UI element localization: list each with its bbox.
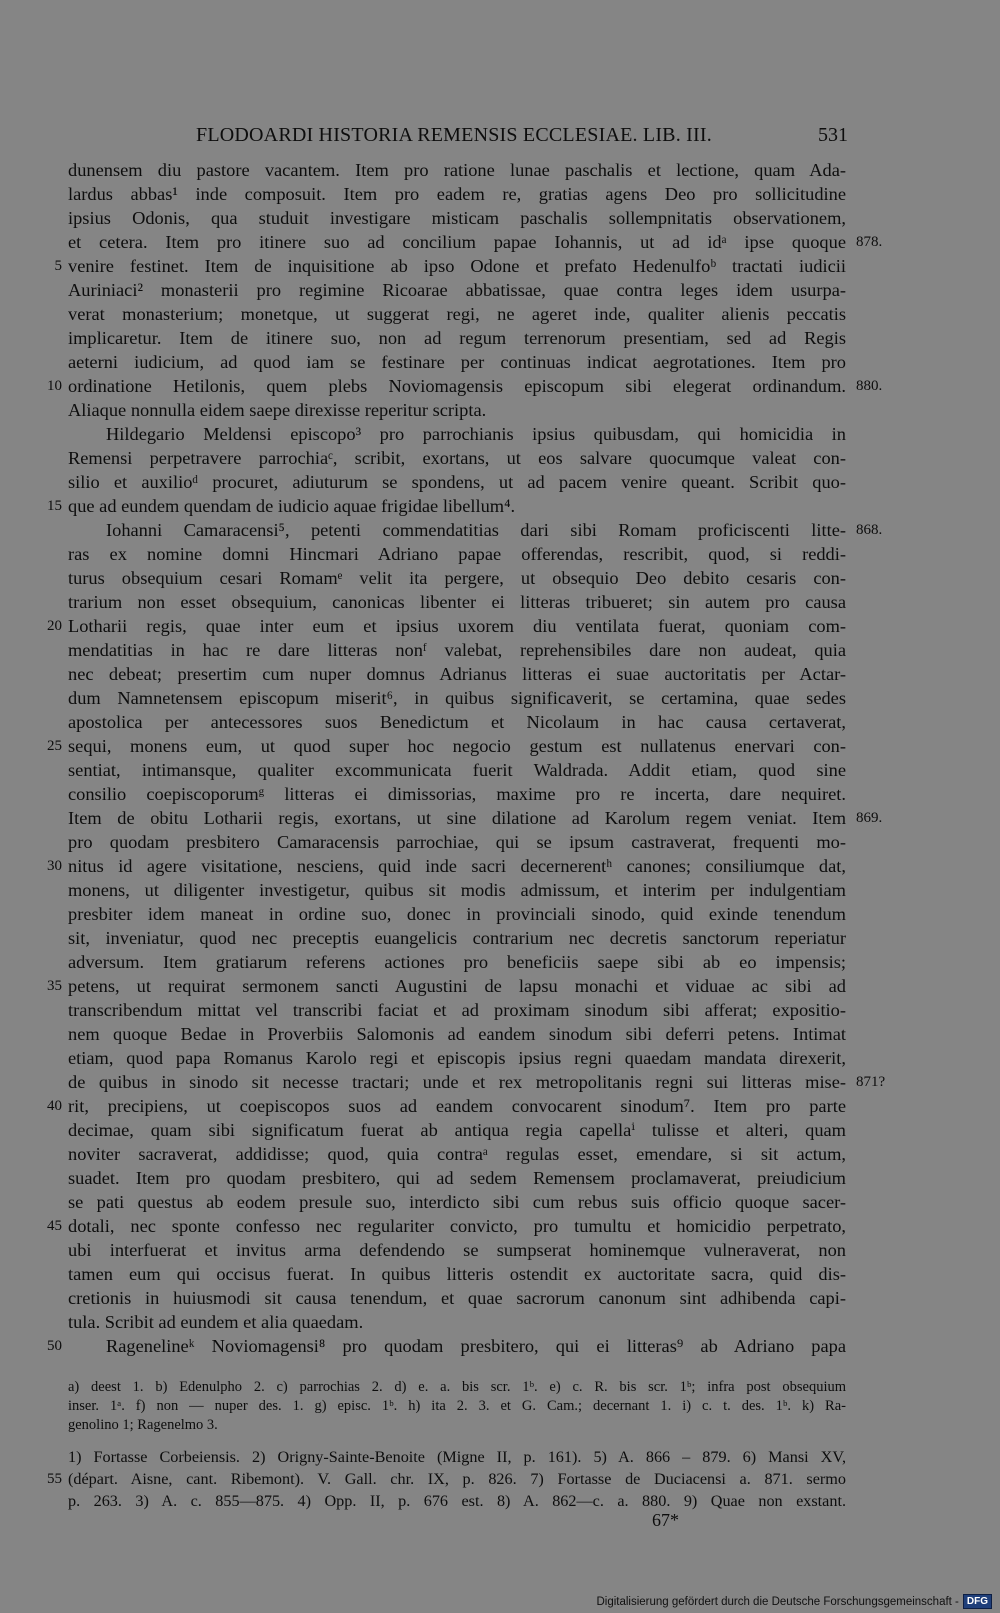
apparatus-line: inser. 1ᵃ. f) non — nuper des. 1. g) episc. 1ᵇ. h) ita 2. 3. et G. Cam.; decernant 1. i) c. t. des. 1ᵇ. k) Ra- bbox=[68, 1398, 846, 1414]
text-line bbox=[0, 1190, 1000, 1214]
line-text: Ragenelineᵏ Noviomagensi⁸ pro quodam presbitero, qui ei litteras⁹ ab Adriano papa bbox=[106, 1336, 846, 1356]
margin-year: 871? bbox=[856, 1074, 886, 1090]
line-text: silio et auxilioᵈ procuret, adiuturum se spondens, ut ad pacem venire queant. Scribit quo- bbox=[68, 472, 846, 492]
line-text: aeterni iudicium, ad quod iam se festinare per continuas indicat aegrotationes. Item pro bbox=[68, 352, 846, 372]
line-number: 20 bbox=[47, 618, 62, 634]
running-title: FLODOARDI HISTORIA REMENSIS ECCLESIAE. LIB. III. bbox=[196, 124, 712, 146]
line-number: 50 bbox=[47, 1338, 62, 1354]
text-line bbox=[0, 1310, 1000, 1334]
line-number: 40 bbox=[47, 1098, 62, 1114]
line-text: etiam, quod papa Romanus Karolo regi et episcopis ipsius regni quaedam mandata direxerit, bbox=[68, 1048, 846, 1068]
line-number: 30 bbox=[47, 858, 62, 874]
line-text: sequi, monens eum, ut quod super hoc negocio gestum est nullatenus enervari con- bbox=[68, 736, 846, 756]
page-header bbox=[63, 124, 848, 154]
text-line bbox=[0, 902, 1000, 926]
line-text: nitus id agere visitatione, nesciens, quid inde sacri decernerentʰ canones; consiliumque dat, bbox=[68, 856, 846, 876]
line-text: ubi interfuerat et invitus arma defendendo se sumpserat hominemque vulneraverat, non bbox=[68, 1240, 846, 1260]
line-text: apostolica per antecessores suos Benedictum et Nicolaum in hac causa certaverat, bbox=[68, 712, 846, 732]
line-text: Aliaque nonnulla eidem saepe direxisse reperitur scripta. bbox=[68, 400, 487, 420]
line-text: ipsius Odonis, qua studuit investigare misticam paschalis sollempnitatis observationem, bbox=[68, 208, 846, 228]
text-line bbox=[0, 470, 1000, 494]
line-text: lardus abbas¹ inde composuit. Item pro eadem re, gratias agens Deo pro sollicitudine bbox=[68, 184, 846, 204]
text-line bbox=[0, 206, 1000, 230]
text-line bbox=[0, 854, 1000, 878]
line-text: trarium non esset obsequium, canonicas libenter ei litteras tribueret; sin autem pro causa bbox=[68, 592, 846, 612]
dfg-logo: DFG bbox=[963, 1594, 992, 1609]
text-line bbox=[0, 182, 1000, 206]
text-line bbox=[0, 230, 1000, 254]
margin-year: 878. bbox=[856, 234, 883, 250]
line-text: tula. Scribit ad eundem et alia quaedam. bbox=[68, 1312, 364, 1332]
text-line bbox=[0, 686, 1000, 710]
line-text: turus obsequium cesari Romamᵉ velit ita pergere, ut obsequio Deo debito cesaris con- bbox=[68, 568, 846, 588]
text-line bbox=[0, 1214, 1000, 1238]
line-number: 15 bbox=[47, 498, 62, 514]
line-number: 45 bbox=[47, 1218, 62, 1234]
line-text: Lotharii regis, quae inter eum et ipsius uxorem diu ventilata fuerat, quoniam com- bbox=[68, 616, 846, 636]
line-text: de quibus in sinodo sit necesse tractari; unde et rex metropolitanis regni sui litteras mise- bbox=[68, 1072, 846, 1092]
line-text: consilio coepiscoporumᵍ litteras ei dimissorias, maxime pro re incerta, dare nequiret. bbox=[68, 784, 846, 804]
note-text: p. 263. 3) A. c. 855—875. 4) Opp. II, p. 676 est. 8) A. 862—c. a. 880. 9) Quae non exstant. bbox=[68, 1492, 846, 1510]
line-text: sit, inveniatur, quod nec preceptis euangelicis contrarium nec decretis sanctorum reperiatur bbox=[68, 928, 846, 948]
text-line bbox=[0, 1262, 1000, 1286]
line-text: Auriniaci² monasterii pro regimine Ricoarae abbatissae, quae contra leges idem usurpa- bbox=[68, 280, 846, 300]
line-text: presbiter idem maneat in ordine suo, donec in provinciali sinodo, quid exinde tenendum bbox=[68, 904, 846, 924]
apparatus-line: genolino 1; Ragenelmo 3. bbox=[68, 1417, 218, 1433]
critical-apparatus bbox=[68, 1378, 846, 1435]
line-text: ordinatione Hetilonis, quem plebs Noviomagensis episcopum sibi elegerat ordinandum. bbox=[68, 376, 846, 396]
text-line bbox=[0, 326, 1000, 350]
text-line bbox=[0, 494, 1000, 518]
text-line bbox=[0, 1022, 1000, 1046]
text-line bbox=[0, 878, 1000, 902]
line-text: monens, ut diligenter investigetur, quibus sit modis admissum, et interim per indulgentiam bbox=[68, 880, 846, 900]
margin-year: 868. bbox=[856, 522, 883, 538]
text-line bbox=[0, 1142, 1000, 1166]
line-number: 55 bbox=[47, 1471, 62, 1487]
text-line bbox=[0, 662, 1000, 686]
text-line bbox=[0, 278, 1000, 302]
line-text: suadet. Item pro quodam presbitero, qui ad sedem Remensem proclamaverat, preiudicium bbox=[68, 1168, 846, 1188]
line-text: tamen eum qui occisus fuerat. In quibus litteris ostendit ex auctoritate sacra, quid dis- bbox=[68, 1264, 846, 1284]
line-text: se pati questus ab eodem presule suo, interdicto sibi cum rebus suis officio quoque sacer- bbox=[68, 1192, 846, 1212]
signature-mark: 67* bbox=[652, 1510, 679, 1530]
text-line bbox=[0, 806, 1000, 830]
text-line bbox=[0, 1070, 1000, 1094]
line-text: transcribendum mittat vel transcribi faciat et ad proximam sinodum sibi afferat; expositio- bbox=[68, 1000, 846, 1020]
margin-year: 869. bbox=[856, 810, 883, 826]
apparatus-line: a) deest 1. b) Edenulpho 2. c) parrochias 2. d) e. a. bis scr. 1ᵇ. e) c. R. bis scr. 1ᵇ; infra post obsequium bbox=[68, 1379, 846, 1395]
text-line bbox=[0, 734, 1000, 758]
text-line bbox=[0, 998, 1000, 1022]
line-text: decimae, quam sibi significatum fuerat ab antiqua regia capellaⁱ tulisse et alteri, quam bbox=[68, 1120, 846, 1140]
text-line bbox=[0, 782, 1000, 806]
text-line bbox=[0, 518, 1000, 542]
digitization-credit bbox=[596, 1594, 992, 1609]
text-line bbox=[0, 1286, 1000, 1310]
text-line bbox=[0, 710, 1000, 734]
text-line bbox=[0, 950, 1000, 974]
note-text: 1) Fortasse Corbeiensis. 2) Origny-Sainte-Benoite (Migne II, p. 161). 5) A. 866 – 879. 6) Mansi XV, bbox=[68, 1448, 846, 1466]
line-number: 35 bbox=[47, 978, 62, 994]
line-text: dum Namnetensem episcopum miserit⁶, in quibus significaverit, se certamina, quae sedes bbox=[68, 688, 846, 708]
text-line bbox=[0, 1094, 1000, 1118]
note-line bbox=[0, 1490, 1000, 1512]
note-line bbox=[0, 1446, 1000, 1468]
text-line bbox=[0, 398, 1000, 422]
line-text: venire festinet. Item de inquisitione ab ipso Odone et prefato Hedenulfoᵇ tractati iudicii bbox=[68, 256, 846, 276]
page-number: 531 bbox=[818, 124, 848, 146]
text-line bbox=[0, 422, 1000, 446]
note-text: (départ. Aisne, cant. Ribemont). V. Gall. chr. IX, p. 826. 7) Fortasse de Duciacensi a. 871. sermo bbox=[68, 1470, 846, 1488]
line-text: Remensi perpetravere parrochiaᶜ, scribit, exortans, ut eos salvare quocumque valeat con- bbox=[68, 448, 846, 468]
text-line bbox=[0, 446, 1000, 470]
line-text: Iohanni Camaracensi⁵, petenti commendatitias dari sibi Romam proficiscenti litte- bbox=[106, 520, 846, 540]
text-line bbox=[0, 350, 1000, 374]
line-number: 10 bbox=[47, 378, 62, 394]
line-number: 25 bbox=[47, 738, 62, 754]
note-line bbox=[0, 1468, 1000, 1490]
text-line bbox=[0, 590, 1000, 614]
text-line bbox=[0, 1334, 1000, 1358]
line-text: sentiat, intimansque, qualiter excommunicata fuerit Waldrada. Addit etiam, quod sine bbox=[68, 760, 846, 780]
text-line bbox=[0, 974, 1000, 998]
line-text: rit, precipiens, ut coepiscopos suos ad eandem convocarent sinodum⁷. Item pro parte bbox=[68, 1096, 846, 1116]
line-text: noviter sacraverat, addidisse; quod, quia contraᵃ regulas esset, emendare, si sit actum, bbox=[68, 1144, 846, 1164]
line-text: verat monasterium; monetque, ut suggerat regi, ne ageret inde, qualiter alienis peccatis bbox=[68, 304, 846, 324]
text-line bbox=[0, 1166, 1000, 1190]
line-text: implicaretur. Item de itinere suo, non ad regum terrenorum presentiam, sed ad Regis bbox=[68, 328, 846, 348]
line-text: dotali, nec sponte confesso nec regulariter convicto, pro tumultu et homicidio perpetrato, bbox=[68, 1216, 846, 1236]
text-line bbox=[0, 1118, 1000, 1142]
text-line bbox=[0, 566, 1000, 590]
line-text: nem quoque Bedae in Proverbiis Salomonis ad eandem sinodum sibi deferri petens. Intimat bbox=[68, 1024, 846, 1044]
line-text: adversum. Item gratiarum referens actiones pro beneficiis saepe sibi ab eo impensis; bbox=[68, 952, 846, 972]
text-line bbox=[0, 614, 1000, 638]
line-text: mendatitias in hac re dare litteras nonᶠ valebat, reprehensibiles dare non audeat, quia bbox=[68, 640, 846, 660]
margin-year: 880. bbox=[856, 378, 883, 394]
text-line bbox=[0, 926, 1000, 950]
line-text: pro quodam presbitero Camaracensis parrochiae, qui se ipsum castraverat, frequenti mo- bbox=[68, 832, 846, 852]
text-line bbox=[0, 254, 1000, 278]
text-line bbox=[0, 302, 1000, 326]
credit-text: Digitalisierung gefördert durch die Deutsche Forschungsgemeinschaft - bbox=[596, 1595, 959, 1608]
text-line bbox=[0, 758, 1000, 782]
line-text: Hildegario Meldensi episcopo³ pro parrochianis ipsius quibusdam, qui homicidia in bbox=[106, 424, 846, 444]
line-number: 5 bbox=[54, 258, 62, 274]
line-text: dunensem diu pastore vacantem. Item pro ratione lunae paschalis et lectione, quam Ada- bbox=[68, 160, 846, 180]
line-text: cretionis in huiusmodi sit causa tenendum, et quae sacrorum canonum sint adhibenda capi- bbox=[68, 1288, 846, 1308]
line-text: ras ex nomine domni Hincmari Adriano papae offerendas, rescribit, quod, si reddi- bbox=[68, 544, 846, 564]
text-line bbox=[0, 374, 1000, 398]
line-text: petens, ut requirat sermonem sancti Augustini de lapsu monachi et viduae ac sibi ad bbox=[68, 976, 846, 996]
text-line bbox=[0, 638, 1000, 662]
text-line bbox=[0, 158, 1000, 182]
line-text: que ad eundem quendam de iudicio aquae frigidae libellum⁴. bbox=[68, 496, 516, 516]
line-text: nec debeat; presertim cum nuper domnus Adrianus litteras ei suae auctoritatis per Actar- bbox=[68, 664, 846, 684]
line-text: et cetera. Item pro itinere suo ad concilium papae Iohannis, ut ad idᵃ ipse quoque bbox=[68, 232, 846, 252]
line-text: Item de obitu Lotharii regis, exortans, ut sine dilatione ad Karolum regem veniat. Item bbox=[68, 808, 846, 828]
text-line bbox=[0, 1238, 1000, 1262]
text-line bbox=[0, 1046, 1000, 1070]
text-line bbox=[0, 830, 1000, 854]
text-line bbox=[0, 542, 1000, 566]
